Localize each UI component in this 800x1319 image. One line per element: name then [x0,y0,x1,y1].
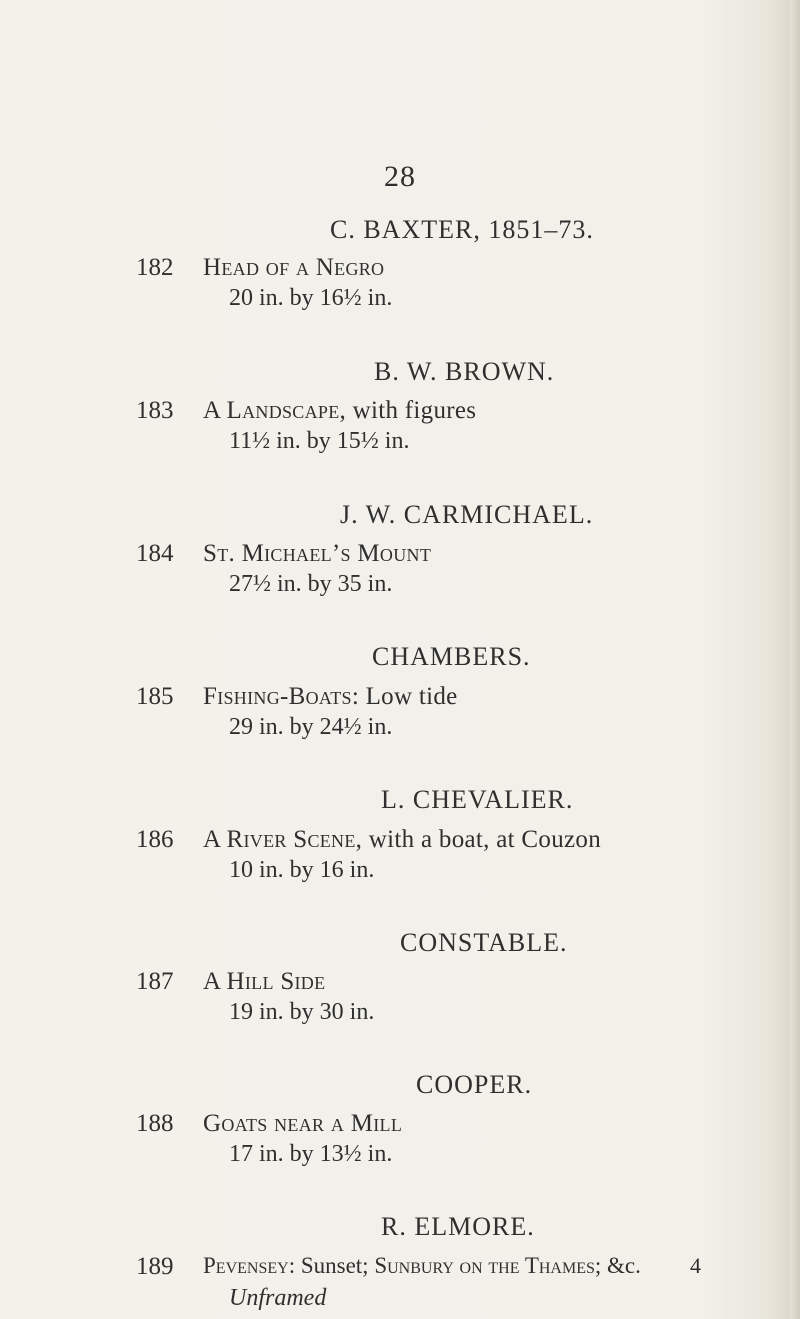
lot-title-main: St. Michael’s Mount [203,540,432,567]
margin-number: 4 [690,1253,701,1278]
lot-title [203,254,384,282]
page-edge [790,0,800,1319]
lot-title [203,1253,641,1279]
lot-title [203,826,601,854]
lot-title-second: Sunbury on the Thames [374,1253,595,1278]
lot-title [203,683,458,711]
lot-number: 182 [136,254,174,281]
lot-note: Unframed [229,1285,327,1311]
lot-title-main: Head of a Negro [203,254,385,281]
artist-heading: R. ELMORE. [381,1212,535,1241]
lot-dimensions: 20 in. by 16½ in. [229,285,393,311]
lot-title-rest: : Sunset; [288,1253,375,1278]
lot-dimensions: 19 in. by 30 in. [229,999,375,1025]
artist-heading: COOPER. [416,1070,533,1099]
lot-dimensions: 27½ in. by 35 in. [229,571,393,597]
artist-heading: B. W. BROWN. [374,357,555,386]
lot-title-main: A Hill Side [203,968,326,995]
lot-title-rest: , with figures [339,397,477,424]
lot-title [203,540,431,568]
lot-title-main: Pevensey [203,1253,289,1278]
page-number: 28 [384,160,416,193]
lot-title [203,397,476,425]
artist-heading: L. CHEVALIER. [381,785,574,814]
artist-heading: CONSTABLE. [400,928,568,957]
lot-dimensions: 29 in. by 24½ in. [229,714,393,740]
lot-title-rest: : Low tide [351,683,458,710]
lot-title-main: Fishing-Boats [203,683,352,710]
lot-number: 184 [136,540,174,567]
lot-number: 187 [136,968,174,995]
lot-title [203,1110,402,1138]
lot-title-main: A Landscape [203,397,340,424]
lot-title-rest: , with a boat, at Couzon [355,826,602,853]
lot-number: 186 [136,826,174,853]
lot-number: 183 [136,397,174,424]
lot-dimensions: 17 in. by 13½ in. [229,1141,393,1167]
lot-title-main: Goats near a Mill [203,1110,403,1137]
lot-dimensions: 10 in. by 16 in. [229,857,375,883]
lot-number: 189 [136,1253,174,1280]
lot-title-main: A River Scene [203,826,356,853]
lot-title-tail: ; &c. [594,1253,641,1278]
lot-number: 188 [136,1110,174,1137]
lot-number: 185 [136,683,174,710]
lot-dimensions: 11½ in. by 15½ in. [229,428,410,454]
artist-heading: C. BAXTER, 1851–73. [330,215,594,244]
artist-heading: CHAMBERS. [372,642,531,671]
artist-heading: J. W. CARMICHAEL. [340,500,594,529]
lot-title [203,968,325,996]
